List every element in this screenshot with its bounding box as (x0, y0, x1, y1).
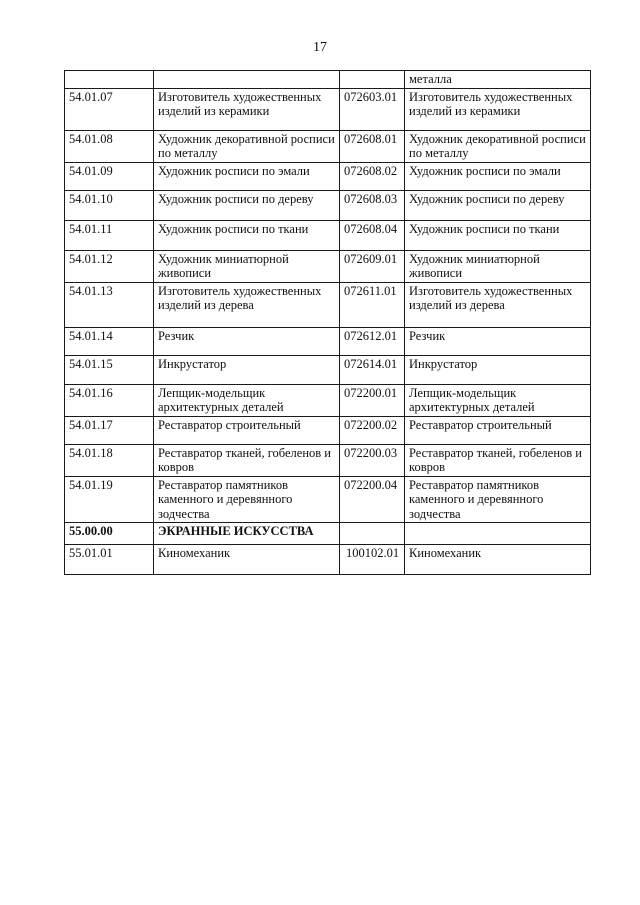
code-cell: 54.01.12 (65, 250, 154, 282)
name-cell: Художник миниатюрной живописи (154, 250, 340, 282)
code-cell: 55.01.01 (65, 545, 154, 575)
okpdtr-code-cell: 072608.01 (340, 130, 405, 162)
okpdtr-name-cell: металла (405, 71, 591, 89)
okpdtr-name-cell: Реставратор строительный (405, 416, 591, 444)
table-row (65, 250, 591, 282)
table-row (65, 444, 591, 476)
okpdtr-code-cell: 072612.01 (340, 327, 405, 355)
name-cell: Реставратор строительный (154, 416, 340, 444)
code-cell: 54.01.07 (65, 88, 154, 130)
okpdtr-code-cell (340, 71, 405, 89)
okpdtr-code-cell: 072611.01 (340, 282, 405, 327)
name-cell: Реставратор тканей, гобеленов и ковров (154, 444, 340, 476)
table-row (65, 282, 591, 327)
okpdtr-name-cell: Художник росписи по ткани (405, 220, 591, 250)
okpdtr-code-cell: 072200.04 (340, 476, 405, 523)
okpdtr-code-cell: 072614.01 (340, 355, 405, 384)
okpdtr-code-cell: 072608.03 (340, 190, 405, 220)
code-cell: 54.01.14 (65, 327, 154, 355)
name-cell: ЭКРАННЫЕ ИСКУССТВА (154, 523, 340, 545)
table-row (65, 384, 591, 416)
code-cell: 54.01.08 (65, 130, 154, 162)
name-cell: Изготовитель художественных изделий из дерева (154, 282, 340, 327)
name-cell: Художник декоративной росписи по металлу (154, 130, 340, 162)
name-cell: Изготовитель художественных изделий из керамики (154, 88, 340, 130)
okpdtr-name-cell: Художник декоративной росписи по металлу (405, 130, 591, 162)
okpdtr-name-cell: Инкрустатор (405, 355, 591, 384)
table-row (65, 71, 591, 89)
table-row (65, 355, 591, 384)
okpdtr-code-cell: 072608.04 (340, 220, 405, 250)
okpdtr-code-cell (340, 523, 405, 545)
okpdtr-name-cell (405, 523, 591, 545)
okpdtr-name-cell: Резчик (405, 327, 591, 355)
code-cell: 54.01.13 (65, 282, 154, 327)
okpdtr-name-cell: Реставратор памятников каменного и деревянного зодчества (405, 476, 591, 523)
okpdtr-name-cell: Художник миниатюрной живописи (405, 250, 591, 282)
okpdtr-name-cell: Художник росписи по эмали (405, 162, 591, 190)
table-row (65, 88, 591, 130)
okpdtr-name-cell: Художник росписи по дереву (405, 190, 591, 220)
table-row (65, 476, 591, 523)
name-cell: Лепщик-модельщик архитектурных деталей (154, 384, 340, 416)
okpdtr-name-cell: Лепщик-модельщик архитектурных деталей (405, 384, 591, 416)
code-cell: 54.01.10 (65, 190, 154, 220)
section-row (65, 523, 591, 545)
occupations-table (64, 70, 591, 575)
name-cell: Художник росписи по дереву (154, 190, 340, 220)
table-row (65, 130, 591, 162)
code-cell: 54.01.15 (65, 355, 154, 384)
name-cell (154, 71, 340, 89)
okpdtr-code-cell: 072200.01 (340, 384, 405, 416)
name-cell: Художник росписи по ткани (154, 220, 340, 250)
code-cell: 54.01.16 (65, 384, 154, 416)
page-number: 17 (313, 40, 327, 55)
okpdtr-name-cell: Изготовитель художественных изделий из дерева (405, 282, 591, 327)
okpdtr-name-cell: Изготовитель художественных изделий из керамики (405, 88, 591, 130)
table-row (65, 190, 591, 220)
code-cell: 54.01.11 (65, 220, 154, 250)
okpdtr-code-cell: 072608.02 (340, 162, 405, 190)
table-body (65, 71, 591, 575)
code-cell: 55.00.00 (65, 523, 154, 545)
okpdtr-code-cell: 072603.01 (340, 88, 405, 130)
okpdtr-code-cell: 100102.01 (340, 545, 405, 575)
okpdtr-name-cell: Реставратор тканей, гобеленов и ковров (405, 444, 591, 476)
table-row (65, 162, 591, 190)
code-cell: 54.01.19 (65, 476, 154, 523)
code-cell: 54.01.17 (65, 416, 154, 444)
okpdtr-code-cell: 072609.01 (340, 250, 405, 282)
table-row (65, 545, 591, 575)
name-cell: Реставратор памятников каменного и деревянного зодчества (154, 476, 340, 523)
code-cell: 54.01.09 (65, 162, 154, 190)
code-cell (65, 71, 154, 89)
okpdtr-name-cell: Киномеханик (405, 545, 591, 575)
table-row (65, 416, 591, 444)
code-cell: 54.01.18 (65, 444, 154, 476)
name-cell: Киномеханик (154, 545, 340, 575)
name-cell: Художник росписи по эмали (154, 162, 340, 190)
name-cell: Инкрустатор (154, 355, 340, 384)
okpdtr-code-cell: 072200.02 (340, 416, 405, 444)
table-row (65, 327, 591, 355)
name-cell: Резчик (154, 327, 340, 355)
table-row (65, 220, 591, 250)
okpdtr-code-cell: 072200.03 (340, 444, 405, 476)
